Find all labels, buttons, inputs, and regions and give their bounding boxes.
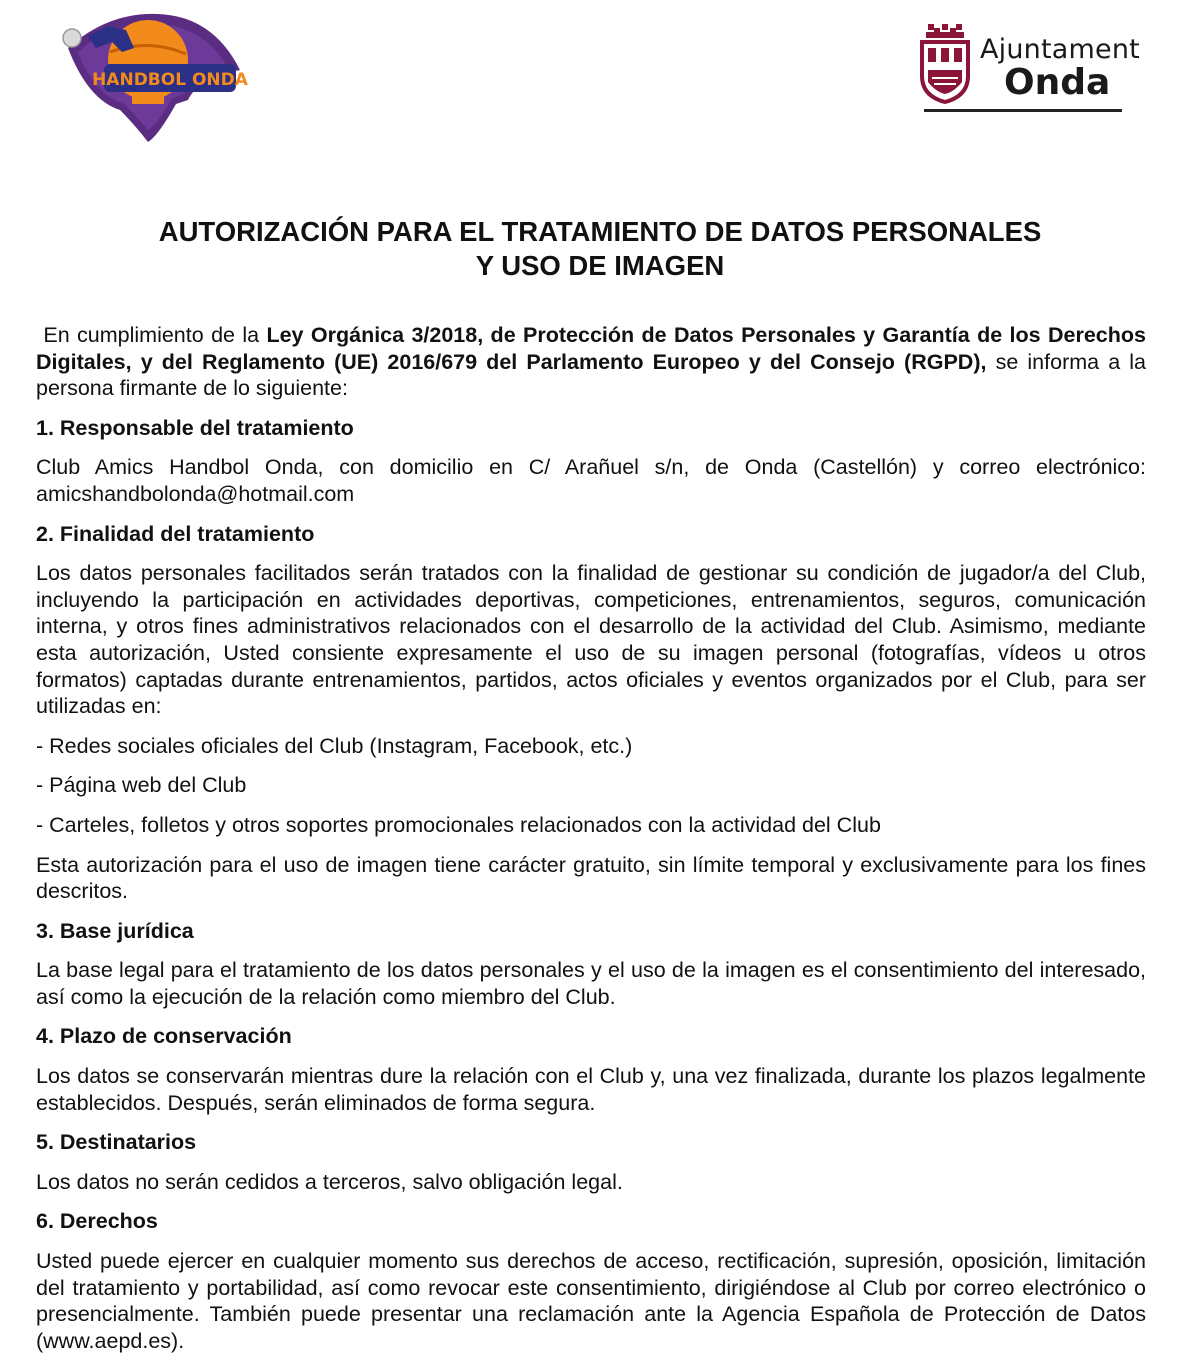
section-heading-derechos: 6. Derechos: [36, 1209, 158, 1234]
section-heading-finalidad: 2. Finalidad del tratamiento: [36, 521, 315, 546]
section-text-derechos: Usted puede ejercer en cualquier momento sus derechos de acceso, rectificación, supresión, oposición, limitación del tratamiento y portabilidad, así como revocar este consentimiento, dirigiéndose al Club por correo electrónico o presencialmente. También puede presentar una reclamación ante la Agencia Española de Protección de Datos (www.aepd.es).: [36, 1249, 1146, 1353]
intro-law-reference: Ley Orgánica 3/2018, de Protección de Datos Personales y Garantía de los Derechos Digitales, y del Reglamento (UE) 2016/679 del Parlamento Europeo y del Consejo (RGPD),: [36, 323, 1146, 374]
section-heading-destinatarios: 5. Destinatarios: [36, 1130, 197, 1155]
section-text-responsable: Club Amics Handbol Onda, con domicilio en C/ Arañuel s/n, de Onda (Castellón) y correo electrónico: amicshandbolonda@hotmail.com: [36, 455, 1146, 506]
section-text-finalidad-autorizacion: Esta autorización para el uso de imagen tiene carácter gratuito, sin límite temporal y exclusivamente para los fines descritos.: [36, 852, 1146, 904]
document-body: [36, 322, 1146, 1367]
ajuntament-underline: [924, 109, 1122, 112]
list-item: - Página web del Club: [36, 773, 247, 798]
intro-lead: En cumplimiento de la: [36, 323, 267, 347]
ajuntament-logo: [918, 22, 1140, 114]
document-title: [0, 215, 1200, 283]
list-item: - Carteles, folletos y otros soportes promocionales relacionados con la actividad del Club: [36, 812, 881, 837]
section-text-plazo: Los datos se conservarán mientras dure la relación con el Club y, una vez finalizada, durante los plazos legalmente establecidos. Después, serán eliminados de forma segura.: [36, 1064, 1146, 1115]
section-text-finalidad: Los datos personales facilitados serán tratados con la finalidad de gestionar su condición de jugador/a del Club, incluyendo la participación en actividades deportivas, competiciones, entrenamientos, seguros, comunicación interna, y otros fines administrativos relacionados con el desarrollo de la actividad del Club. Asimismo, mediante esta autorización, Usted consiente expresamente el uso de su imagen personal (fotografías, vídeos u otros formatos) captadas durante entrenamientos, partidos, actos oficiales y eventos organizados por el Club, para ser utilizadas en:: [36, 561, 1146, 719]
ajuntament-crest-icon: [918, 24, 972, 104]
ajuntament-town: Onda: [1004, 62, 1111, 103]
section-heading-responsable: 1. Responsable del tratamiento: [36, 415, 354, 440]
title-line-2: Y USO DE IMAGEN: [475, 250, 725, 281]
section-text-destinatarios: Los datos no serán cedidos a terceros, salvo obligación legal.: [36, 1169, 623, 1194]
club-logo-text: HANDBOL ONDA: [92, 70, 248, 90]
section-heading-base-juridica: 3. Base jurídica: [36, 918, 194, 943]
document-header: [0, 0, 1200, 150]
section-heading-plazo: 4. Plazo de conservación: [36, 1024, 292, 1049]
list-item: - Redes sociales oficiales del Club (Instagram, Facebook, etc.): [36, 733, 633, 758]
section-text-base-juridica: La base legal para el tratamiento de los datos personales y el uso de la imagen es el consentimiento del interesado, así como la ejecución de la relación como miembro del Club.: [36, 958, 1146, 1009]
handbol-onda-logo: [48, 8, 248, 146]
intro-tail: se informa a la persona firmante de lo siguiente:: [36, 349, 1147, 401]
title-line-1: AUTORIZACIÓN PARA EL TRATAMIENTO DE DATOS PERSONALES: [158, 216, 1042, 247]
intro-paragraph: [36, 322, 1146, 402]
ajuntament-name: Ajuntament: [980, 34, 1140, 65]
